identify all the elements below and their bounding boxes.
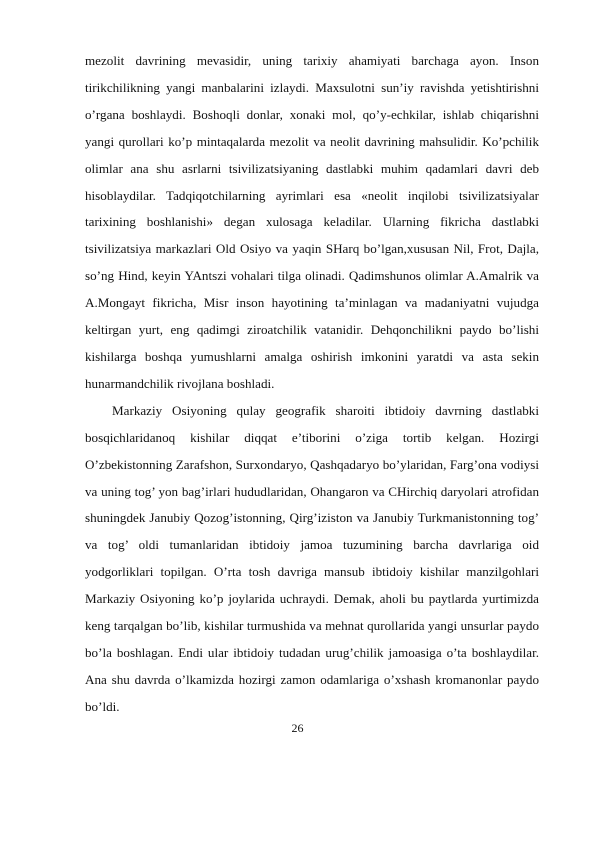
- document-body: [85, 48, 539, 721]
- paragraph-markaziy-osiyo: Markaziy Osiyoning qulay geografik sharoiti ibtidoiy davrning dastlabki bosqichlaridanoq kishilar diqqat e’tiborini o’ziga tortib kelgan. Hozirgi O’zbekistonning Zarafshon, Surxondaryo, Qashqadaryo bo’ylaridan, Farg’ona vodiysi va uning tog’ yon bag’irlari hududlaridan, Ohangaron va CHirchiq daryolari atrofidan shuningdek Janubiy Qozog’istonning, Qirg’iziston va Janubiy Turkmanistonning tog’ va tog’ oldi tumanlaridan ibtidoiy jamoa tuzumining barcha davrlariga oid yodgorliklari topilgan. O’rta tosh davriga mansub ibtidoiy kishilar manzilgohlari Markaziy Osiyoning ko’p joylarida uchraydi. Demak, aholi bu paytlarda yurtimizda keng tarqalgan bo’lib, kishilar turmushida va mehnat qurollarida yangi unsurlar paydo bo’la boshlagan. Endi ular ibtidoiy tudadan urug’chilik jamoasiga o’ta boshlaydilar. Ana shu davrda o’lkamizda hozirgi zamon odamlariga o’xshash kromanonlar paydo bo’ldi.: [85, 402, 539, 714]
- paragraph-mezolit-neolit: mezolit davrining mevasidir, uning tarixiy ahamiyati barchaga ayon. Inson tirikchilikning yangi manbalarini izlaydi. Maxsulotni sun’iy ravishda yetishtirishni o’rgana boshlaydi. Boshoqli donlar, xonaki mol, qo’y-echkilar, ishlab chiqarishni yangi qurollari ko’p mintaqalarda mezolit va neolit davrining mahsulidir. Ko’pchilik olimlar ana shu asrlarni tsivilizatsiyaning dastlabki muhim qadamlari davri deb hisoblaydilar. Tadqiqotchilarning ayrimlari esa «neolit inqilobi tsivilizatsiyalar tarixining boshlanishi» degan xulosaga keladilar. Ularning fikricha dastlabki tsivilizatsiya markazlari Old Osiyo va yaqin SHarq bo’lgan,xususan Nil, Frot, Dajla, so’ng Hind, keyin YAntszi vohalari tilga olinadi. Qadimshunos olimlar A.Amalrik va A.Mongayt fikricha, Misr inson hayotining ta’minlagan va madaniyatni vujudga keltirgan yurt, eng qadimgi ziroatchilik vatanidir. Dehqonchilikni paydo bo’lishi kishilarga boshqa yumushlarni amalga oshirish imkonini yaratdi va asta sekin hunarmandchilik rivojlana boshladi.: [85, 53, 539, 391]
- page-number: 26: [291, 721, 304, 735]
